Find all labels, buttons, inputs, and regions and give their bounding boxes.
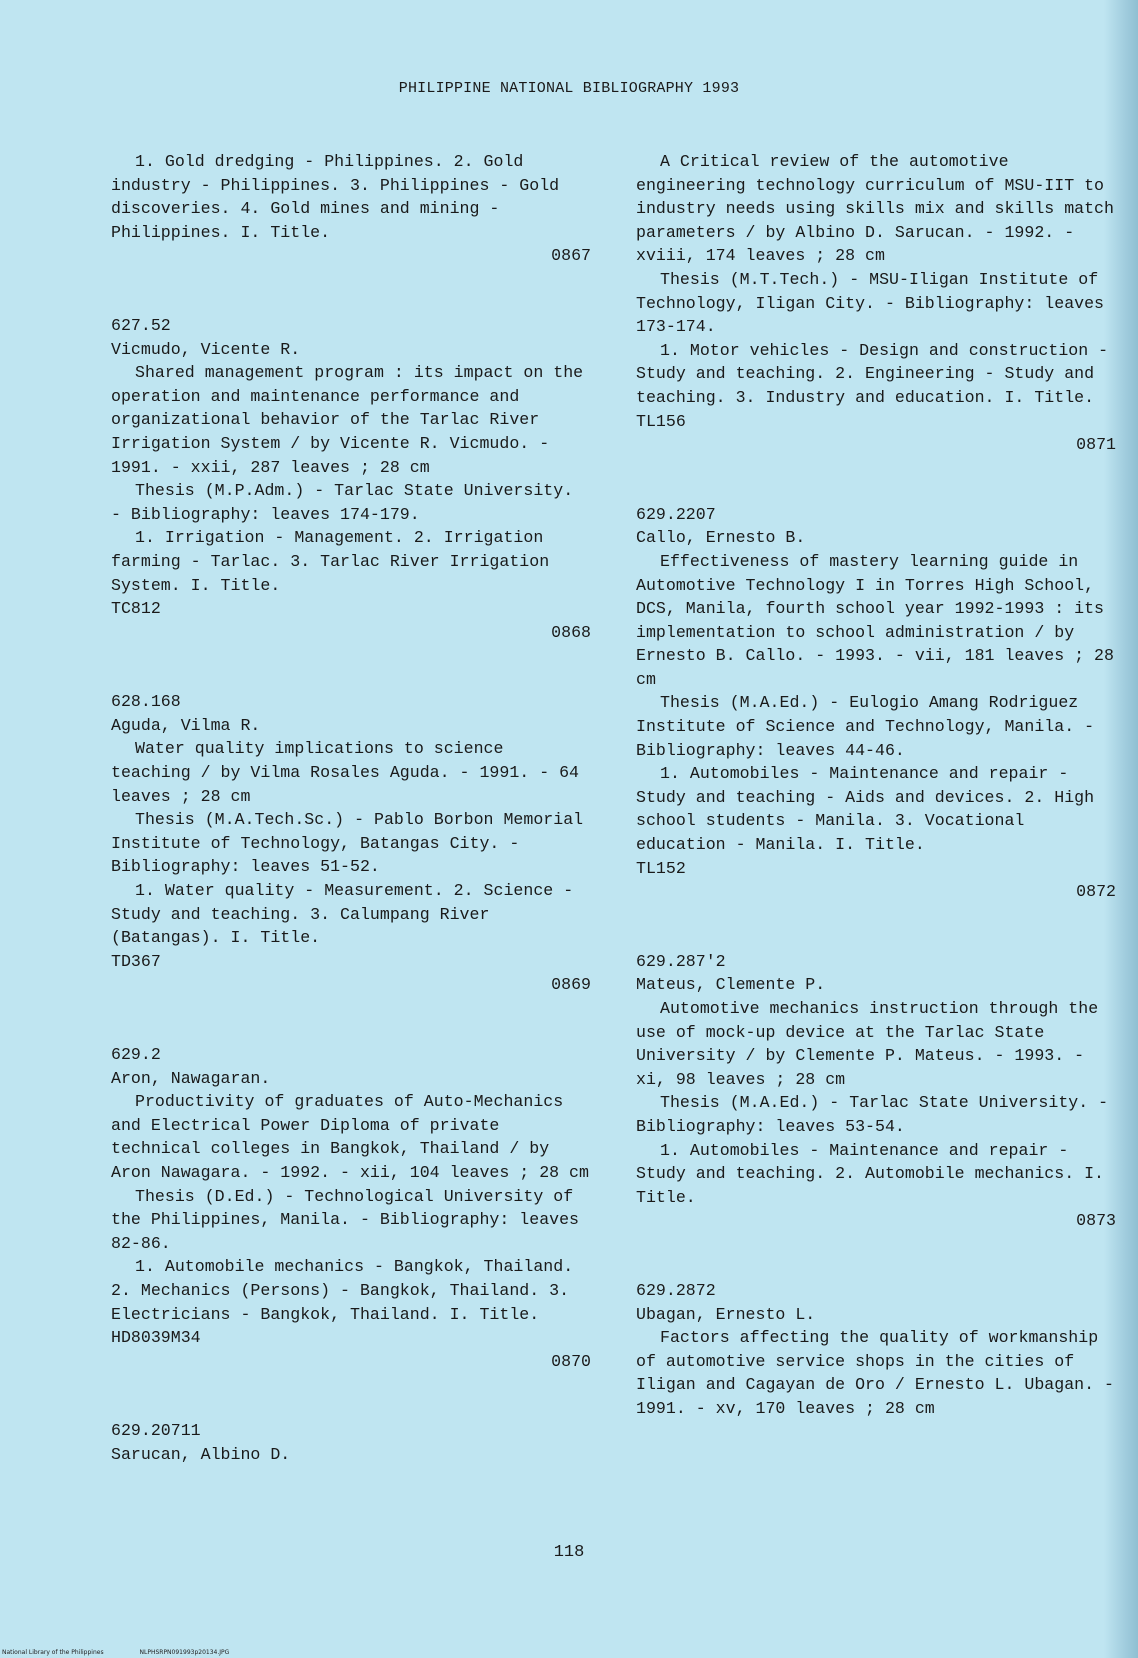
entry-title: Automotive mechanics instruction through the use of mock-up device at the Tarlac State University / by Clemente P. Mateus. - 1993. - xi, 98 leaves ; 28 cm [636,999,1099,1089]
entry-title: Water quality implications to science teaching / by Vilma Rosales Aguda. - 1991. - 64 leaves ; 28 cm [111,739,580,806]
entry-class-number: 627.52 [111,315,171,335]
entry-call-number: TL156 [636,411,686,431]
entry-subjects: 1. Gold dredging - Philippines. 2. Gold industry - Philippines. 3. Philippines - Gold discoveries. 4. Gold mines and mining - Philippines. I. Title. [111,152,560,242]
entry-call-number: TL152 [636,858,686,878]
entry-number: 0868 [551,622,591,642]
entry-title: Factors affecting the quality of workmanship of automotive service shops in the cities of Iligan and Cagayan de Oro / Ernesto L. Ubagan. - 1991. - xv, 170 leaves ; 28 cm [636,1328,1114,1418]
entry-author: Aron, Nawagaran. [111,1068,271,1088]
entry-subjects: 1. Automobiles - Maintenance and repair - Study and teaching. 2. Automobile mechanics. I. Title. [636,1140,1105,1207]
entry-thesis-note: Thesis (M.A.Ed.) - Tarlac State University. - Bibliography: leaves 53-54. [636,1093,1109,1136]
right-column [636,150,1116,1421]
entry-class-number: 628.168 [111,692,181,712]
entry-class-number: 629.2872 [636,1280,716,1300]
bibliography-entry-0874-start [636,1279,1116,1421]
entry-number: 0870 [551,1351,591,1371]
entry-title: A Critical review of the automotive engineering technology curriculum of MSU-IIT to industry needs using skills mix and skills match parameters / by Albino D. Sarucan. - 1992. - xviii, 174 leaves ; 28 cm [636,152,1114,266]
bibliography-entry-0867 [111,150,591,268]
entry-number: 0869 [551,975,591,995]
entry-number: 0871 [1076,435,1116,455]
entry-title: Shared management program : its impact on the operation and maintenance performance and organizational behavior of the Tarlac River Irrigation System / by Vicente R. Vicmudo. - 1991. - xxii, 287 leaves ; 28 cm [111,363,584,477]
entry-thesis-note: Thesis (M.T.Tech.) - MSU-Iligan Institute of Technology, Iligan City. - Bibliography: leaves 173-174. [636,269,1105,337]
entry-subjects: 1. Motor vehicles - Design and construction - Study and teaching. 2. Engineering - Study and teaching. 3. Industry and education. I. Title. [636,340,1109,407]
entry-subjects: 1. Water quality - Measurement. 2. Science - Study and teaching. 3. Calumpang River (Batangas). I. Title. [111,881,574,948]
entry-author: Sarucan, Albino D. [111,1444,291,1464]
entry-author: Ubagan, Ernesto L. [636,1304,816,1324]
entry-subjects: 1. Irrigation - Management. 2. Irrigation farming - Tarlac. 3. Tarlac River Irrigation System. I. Title. [111,528,550,595]
entry-number: 0873 [1076,1211,1116,1231]
scan-footer [2,1650,263,1656]
entry-call-number: TD367 [111,951,161,971]
entry-subjects: 1. Automobiles - Maintenance and repair - Study and teaching - Aids and devices. 2. High school students - Manila. 3. Vocational education - Manila. I. Title. [636,764,1095,855]
bibliography-entry-0869 [111,690,591,997]
bibliography-entry-0871-start [111,1419,591,1466]
bibliography-entry-0870 [111,1043,591,1373]
entry-thesis-note: Thesis (D.Ed.) - Technological University of the Philippines, Manila. - Bibliography: leaves 82-86. [111,1186,580,1253]
entry-author: Mateus, Clemente P. [636,975,826,995]
bibliography-entry-0873 [636,950,1116,1233]
entry-subjects: 1. Automobile mechanics - Bangkok, Thailand. 2. Mechanics (Persons) - Bangkok, Thailand. 3. Electricians - Bangkok, Thailand. I. Title. [111,1257,574,1324]
entry-class-number: 629.287'2 [636,951,726,971]
running-header: PHILIPPINE NATIONAL BIBLIOGRAPHY 1993 [398,80,740,97]
entry-author: Callo, Ernesto B. [636,528,806,548]
bibliography-entry-0871-continued [636,150,1116,457]
footer-file: NLPHSRPN091993p20134.JPG [139,1649,230,1656]
entry-thesis-note: Thesis (M.A.Tech.Sc.) - Pablo Borbon Memorial Institute of Technology, Batangas City. - Bibliography: leaves 51-52. [111,810,584,877]
entry-call-number: TC812 [111,599,161,619]
entry-class-number: 629.20711 [111,1421,201,1441]
entry-class-number: 629.2207 [636,504,716,524]
entry-number: 0867 [551,246,591,266]
entry-author: Aguda, Vilma R. [111,715,261,735]
entry-title: Productivity of graduates of Auto-Mechanics and Electrical Power Diploma of private technical colleges in Bangkok, Thailand / by Aron Nawagara. - 1992. - xii, 104 leaves ; 28 cm [111,1092,589,1182]
page-number: 118 [553,1543,585,1562]
entry-author: Vicmudo, Vicente R. [111,339,301,359]
entry-call-number: HD8039M34 [111,1328,201,1348]
entry-thesis-note: Thesis (M.A.Ed.) - Eulogio Amang Rodriguez Institute of Science and Technology, Manila. - Bibliography: leaves 44-46. [636,693,1095,760]
left-column [111,150,591,1467]
bibliography-entry-0872 [636,503,1116,904]
footer-library: National Library of the Philippines [2,1649,104,1656]
entry-title: Effectiveness of mastery learning guide in Automotive Technology I in Torres High School, DCS, Manila, fourth school year 1992-1993 : its implementation to school administration / by Ernesto B. Callo. - 1993. - vii, 181 leaves ; 28 cm [636,551,1114,689]
bibliography-entry-0868 [111,314,591,644]
entry-class-number: 629.2 [111,1045,161,1064]
entry-number: 0872 [1076,882,1116,902]
entry-thesis-note: Thesis (M.P.Adm.) - Tarlac State University. - Bibliography: leaves 174-179. [111,481,574,524]
